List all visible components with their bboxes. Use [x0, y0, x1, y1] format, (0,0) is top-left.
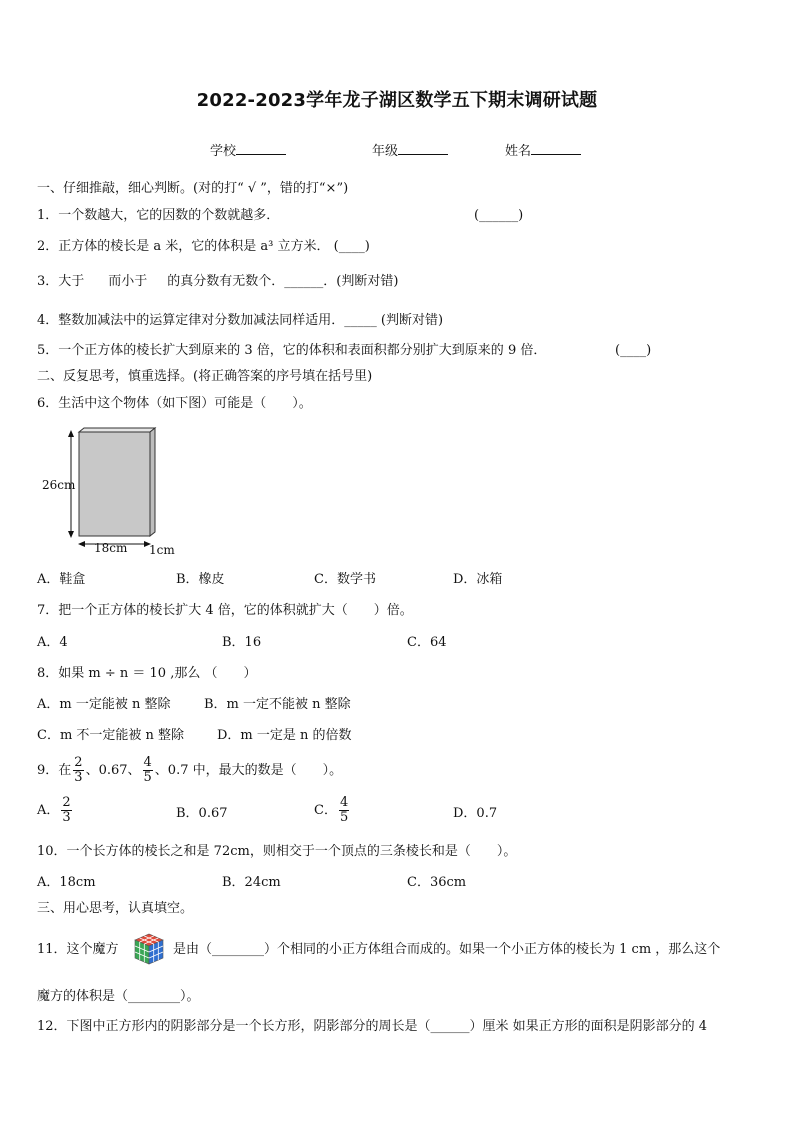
book-figure — [38, 426, 188, 561]
name-blank[interactable] — [531, 142, 581, 155]
q7-option-c[interactable]: C．64 — [407, 635, 447, 650]
name-label: 姓名 — [505, 144, 532, 159]
fraction-denominator: 5 — [339, 810, 349, 825]
q10-option-b[interactable]: B．24cm — [222, 875, 281, 890]
question-1: 1．一个数越大，它的因数的个数就越多． — [37, 208, 280, 223]
question-9-text-c: 、0.7 中，最大的数是（ ）。 — [154, 762, 343, 778]
question-11-text-b: 是由（________）个相同的小正方体组合而成的。如果一个小正方体的棱长为 1 cm ，那么这个 — [173, 942, 721, 957]
q9-option-b[interactable]: B．0.67 — [176, 806, 228, 821]
q6-option-b[interactable]: B．橡皮 — [176, 572, 225, 587]
question-11-text-c: 魔方的体积是（________）。 — [37, 989, 200, 1004]
fraction-two-thirds — [61, 796, 71, 825]
depth-label: 1cm — [149, 543, 175, 557]
section-2-heading: 二、反复思考，慎重选择。(将正确答案的序号填在括号里) — [37, 369, 373, 384]
question-9 — [37, 756, 342, 785]
question-5: 5．一个正方体的棱长扩大到原来的 3 倍，它的体积和表面积都分别扩大到原来的 9 倍． — [37, 343, 547, 358]
fraction-denominator: 3 — [74, 770, 83, 785]
grade-label: 年级 — [372, 144, 399, 159]
fraction-denominator: 5 — [143, 770, 152, 785]
height-label: 26cm — [42, 478, 76, 492]
fraction-two-thirds — [73, 756, 83, 785]
question-5-answer[interactable]: (____) — [615, 343, 652, 358]
question-11-text-a: 11．这个魔方 — [37, 942, 119, 957]
question-2 — [37, 239, 370, 255]
fraction-four-fifths — [339, 796, 349, 825]
q7-option-b[interactable]: B．16 — [222, 635, 262, 650]
page-title: 2022-2023学年龙子湖区数学五下期末调研试题 — [196, 90, 598, 111]
q8-option-d[interactable]: D．m 一定是 n 的倍数 — [217, 728, 352, 743]
q8-option-a[interactable]: A．m 一定能被 n 整除 — [37, 697, 171, 712]
question-3-text-c: 的真分数有无数个．______．(判断对错) — [167, 274, 399, 289]
fraction-numerator: 4 — [143, 755, 152, 770]
q9-option-c[interactable] — [314, 796, 351, 825]
q9-option-a-label: A． — [37, 802, 60, 818]
question-7: 7．把一个正方体的棱长扩大 4 倍，它的体积就扩大（ ）倍。 — [37, 603, 413, 618]
name-field — [505, 140, 581, 159]
school-label: 学校 — [210, 144, 237, 159]
question-8: 8．如果 m ÷ n ＝ 10 ,那么 （ ） — [37, 666, 257, 681]
question-9-text-b: 、0.67、 — [85, 762, 141, 778]
question-9-text-a: 9．在 — [37, 762, 72, 778]
rubiks-cube-icon — [131, 932, 167, 966]
q8-option-c[interactable]: C．m 不一定能被 n 整除 — [37, 728, 185, 743]
q6-option-c[interactable]: C．数学书 — [314, 572, 376, 587]
question-10: 10．一个长方体的棱长之和是 72cm，则相交于一个顶点的三条棱长和是（ ）。 — [37, 844, 517, 859]
section-1-heading: 一、仔细推敲，细心判断。(对的打“ √ ”，错的打“×”) — [37, 181, 349, 196]
q6-option-d[interactable]: D．冰箱 — [453, 572, 503, 587]
q10-option-a[interactable]: A．18cm — [37, 875, 96, 890]
rubiks-cube-image — [131, 932, 167, 966]
question-1-answer[interactable]: (______) — [474, 208, 524, 223]
q9-option-c-label: C． — [314, 802, 337, 818]
q9-option-d[interactable]: D．0.7 — [453, 806, 498, 821]
question-3-text-a: 3．大于 — [37, 274, 85, 289]
fraction-four-fifths — [143, 756, 153, 785]
question-2-answer[interactable]: (____) — [333, 239, 370, 254]
school-field — [210, 140, 286, 159]
question-3-text-b: 而小于 — [108, 274, 148, 289]
q8-option-b[interactable]: B．m 一定不能被 n 整除 — [204, 697, 351, 712]
school-blank[interactable] — [236, 142, 286, 155]
question-12: 12．下图中正方形内的阴影部分是一个长方形，阴影部分的周长是（______）厘米 如果正方形的面积是阴影部分的 4 — [37, 1019, 708, 1034]
question-4: 4．整数加减法中的运算定律对分数加减法同样适用．_____ (判断对错) — [37, 313, 444, 328]
q7-option-a[interactable]: A．4 — [37, 635, 68, 650]
width-label: 18cm — [94, 541, 128, 555]
fraction-numerator: 2 — [62, 795, 71, 810]
q6-option-a[interactable]: A．鞋盒 — [37, 572, 86, 587]
grade-blank[interactable] — [398, 142, 448, 155]
question-2-text: 2．正方体的棱长是 a 米，它的体积是 a³ 立方米． — [37, 239, 330, 254]
grade-field — [372, 140, 448, 159]
question-3 — [37, 274, 398, 290]
fraction-numerator: 2 — [74, 755, 83, 770]
q10-option-c[interactable]: C．36cm — [407, 875, 467, 890]
fraction-denominator: 3 — [62, 810, 71, 825]
question-6: 6．生活中这个物体（如下图）可能是（ ）。 — [37, 396, 312, 411]
fraction-numerator: 4 — [339, 795, 349, 810]
q9-option-a[interactable] — [37, 796, 74, 825]
section-3-heading: 三、用心思考，认真填空。 — [37, 901, 194, 916]
